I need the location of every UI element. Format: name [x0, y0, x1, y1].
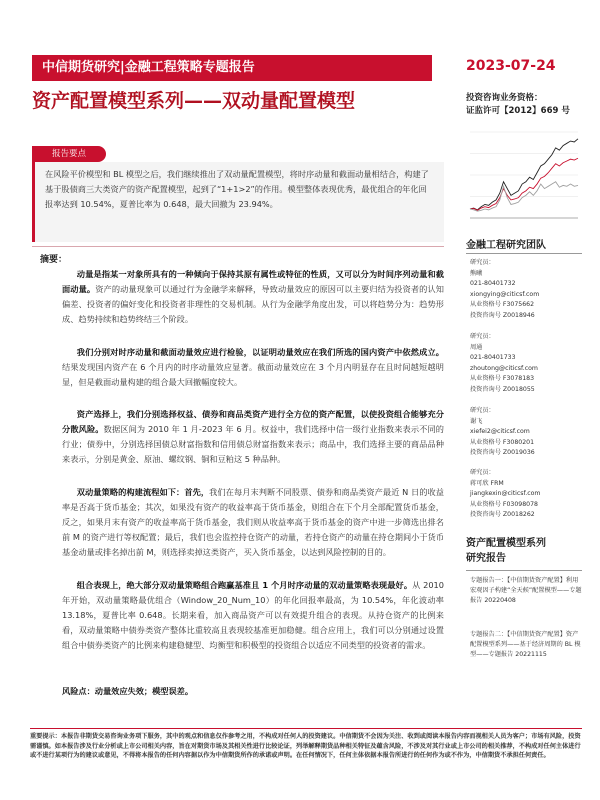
abstract-heading: 摘要： — [40, 255, 68, 265]
summary-divider — [32, 246, 444, 247]
chart-series-dark — [470, 139, 578, 210]
analyst-consult-license: 投资咨询号 Z0018262 — [470, 511, 535, 518]
page-title: 资产配置模型系列——双动量配置模型 — [32, 90, 356, 112]
team-heading: 金融工程研究团队 — [466, 240, 546, 251]
paragraph-3-lead: 资产选择上，我们分别选择权益、债券和商品类资产进行全方位的资产配置，以使投资组合能够充分分散风险。 — [62, 409, 444, 434]
series-heading-line-2: 研究报告 — [466, 553, 506, 564]
series-heading — [466, 536, 582, 566]
team-divider — [466, 253, 582, 254]
analyst-role: 研究员： — [470, 407, 495, 414]
license-line-1: 投资咨询业务资格： — [466, 93, 543, 103]
footer-divider — [30, 728, 582, 729]
paragraph-4-body: 我们在每月末判断不同股票、债券和商品类资产最近 N 日的收益率是否高于货币基金；其次，如果没有资产的收益率高于货币基金，则组合在下个月全部配置货币基金，反之，如果月末有资产的收益率高于货币基金，我们则从收益率高于货币基金的资产中进一步筛选出排名前 M 的资产进行等权配置；最后，我们也会监控持仓资产的动量，若持仓资产的动量在持仓期间小于货币基金动量或排名掉出前 M，则选择卖掉这类资产，买入货币基金，以达到风险控制的目的。 — [62, 487, 444, 557]
analyst-role: 研究员： — [470, 469, 495, 476]
analyst-role: 研究员： — [470, 333, 495, 340]
risk-note — [62, 684, 444, 699]
summary-text: 在风险平价模型和 BL 模型之后，我们继续推出了双动量配置模型，将时序动量和截面动量相结合，构建了基于股债商三大类资产的资产配置模型，起到了“1+1>2”的作用。模型整体表现优秀，最优组合的年化回报率达到 10.54%，夏普比率为 0.648，最大回撤为 23.94%。 — [45, 169, 429, 209]
series-heading-line-1: 资产配置模型系列 — [466, 538, 546, 549]
abstract-paragraph-1 — [62, 267, 444, 327]
analyst-email[interactable]: xiongying@citicsf.com — [470, 290, 540, 298]
license-info — [466, 92, 570, 118]
analyst-name: 蒋可欣 FRM — [470, 479, 504, 487]
risk-text: 风险点：动量效应失效；模型误差。 — [62, 686, 194, 696]
analyst-card — [470, 258, 582, 321]
paragraph-5-lead: 组合表现上，绝大部分双动量策略组合跑赢基准且 1 个月时序动量的双动量策略表现最好。 — [76, 580, 413, 590]
disclaimer: 重要提示：本报告非期货交易咨询业务项下服务，其中的观点和信息仅作参考之用，不构成对任何人的投资建议。中信期货不会因为关注、收到或阅读本报告内容而视相关人员为客户；市场有风险，投资需谨慎。如本报告涉及行业分析或上市公司相关内容，旨在对期货市场及其相关性进行比较论证，列举解释期货品种相关特征及蕴含风险，不涉及对其行业或上市公司的相关推荐，不构成对任何主体进行或不进行某项行为的建议或意见，不得将本报告的任何内容据以作为中信期货所作的承诺或声明。在任何情况下，任何主体依据本报告所进行的任何作为或不作为，中信期货不承担任何责任。 — [30, 733, 581, 759]
analyst-consult-license: 投资咨询号 Z0018055 — [470, 385, 535, 393]
analyst-license: 从业资格号 F3080201 — [470, 438, 535, 446]
analyst-name: 周通 — [470, 343, 483, 351]
license-line-2: 证监许可【2012】669 号 — [466, 106, 570, 116]
abstract-paragraph-2 — [62, 345, 444, 390]
analyst-phone: 021-80401733 — [470, 354, 516, 361]
analyst-role: 研究员： — [470, 259, 495, 266]
analyst-card — [470, 406, 582, 459]
abstract-paragraph-3 — [62, 407, 444, 467]
series-divider — [466, 570, 582, 571]
analyst-name: 熊曦 — [470, 269, 483, 277]
report-banner: 中信期货研究|金融工程策略专题报告 — [32, 55, 432, 81]
paragraph-4-lead: 双动量策略的构建流程如下：首先， — [76, 487, 210, 497]
analyst-consult-license: 投资咨询号 Z0018946 — [470, 311, 535, 319]
series-report-link[interactable]: 专题报告二：【中信期货资产配置】资产配置模型系列——基于经济周期的 BL 模型——专题报告 20221115 — [470, 631, 581, 658]
paragraph-3-body: 数据区间为 2010 年 1 月-2023 年 6 月。权益中，我们选择中信一级行业指数来表示不同的行业；债券中，分别选择国债总财富指数和信用债总财富指数来表示；商品中，我们选择主要的商品品种来表示，分别是黄金、原油、螺纹钢、铜和豆粕这 5 种品种。 — [62, 424, 444, 464]
summary-box — [32, 162, 444, 242]
abstract-paragraph-5 — [62, 578, 444, 653]
analyst-card — [470, 468, 582, 521]
analyst-name: 谢飞 — [470, 417, 483, 425]
analyst-consult-license: 投资咨询号 Z0019036 — [470, 449, 535, 456]
series-report-link[interactable]: 专题报告一：【中信期货资产配置】利用宏观因子构建“全天候”配置模型——专题报告 20220408 — [470, 577, 582, 604]
analyst-license: 从业资格号 F3075662 — [470, 301, 535, 308]
analyst-email[interactable]: jiangkexin@citicsf.com — [470, 490, 541, 497]
paragraph-5-body: 从 2010 年开始，双动量策略最优组合（Window_20_Num_10）的年化回报率最高，为 10.54%，年化波动率 13.18%，夏普比率 0.648。长期来看，加入商品资产可以有效提升组合的表现。从持仓资产的比例来看，双动量策略中债券类资产整体比重较高且表现较基准更加稳健。组合应用上，我们可以分别通过设置组合中债券类资产的比例来构建稳健型、均衡型和积极型的投资组合以适应不同类型的投资者的需求。 — [62, 580, 444, 650]
paragraph-2-body: 结果发现国内资产在 6 个月内的时序动量效应显著。截面动量效应在 3 个月内明显存在且时间越短越明显，但是截面动量构建的组合最大回撤幅度较大。 — [62, 362, 444, 387]
paragraph-1-body: 资产的动量现象可以通过行为金融学来解释，导致动量效应的原因可以主要归结为投资者的认知偏差、投资者的偏好变化和投资者非理性的交易机制。从行为金融学角度出发，可以将趋势分为：趋势形成、趋势持续和趋势终结三个阶段。 — [62, 284, 444, 324]
paragraph-1-lead: 动量是指某一对象所具有的一种倾向于保持其原有属性或特征的性质，又可以分为时间序列动量和截面动量。 — [62, 269, 444, 294]
analyst-email[interactable]: zhoutong@citicsf.com — [470, 364, 538, 372]
performance-chart — [466, 126, 582, 226]
analyst-license: 从业资格号 F3078183 — [470, 375, 535, 382]
analyst-phone: 021-80401732 — [470, 280, 516, 287]
analyst-card — [470, 332, 582, 395]
summary-tab: 报告要点 — [32, 146, 106, 162]
abstract-paragraph-4 — [62, 485, 444, 560]
analyst-license: 从业资格号 F03098078 — [470, 500, 538, 508]
analyst-email[interactable]: xiefei2@citicsf.com — [470, 428, 530, 435]
paragraph-2-lead: 我们分别对时序动量和截面动量效应进行检验，以证明动量效应在我们所选的国内资产中依然成立。 — [76, 347, 444, 357]
chart-series-red — [470, 158, 578, 210]
report-date: 2023-07-24 — [466, 58, 556, 74]
